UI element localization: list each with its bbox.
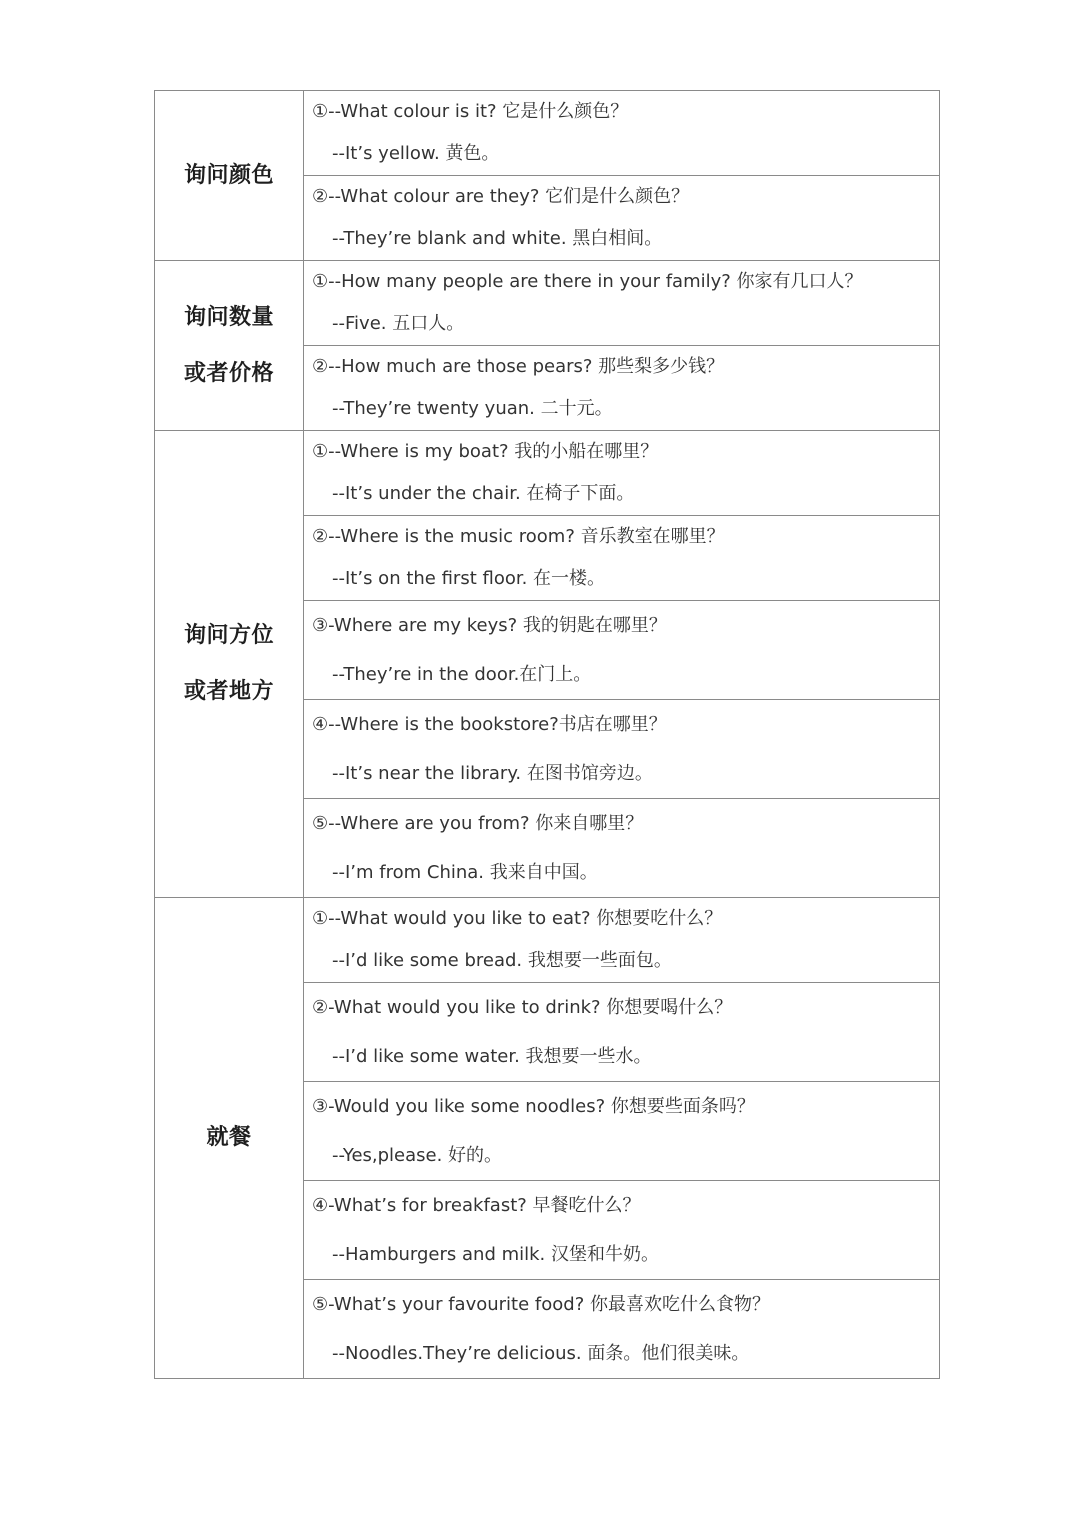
entry-cell	[304, 261, 940, 346]
entry-cell	[304, 431, 940, 516]
category-label: 或者地方	[183, 679, 274, 704]
category-label: 或者价格	[183, 360, 274, 386]
entry-cell	[304, 1280, 940, 1379]
question-text: ①--What colour is it? 它是什么颜色？	[312, 101, 629, 122]
category-label: 询问数量	[183, 304, 274, 330]
entry-cell	[304, 91, 940, 176]
entry-cell	[304, 601, 940, 700]
question-text: ⑤--Where are you from? 你来自哪里？	[312, 813, 644, 834]
phrase-table	[154, 90, 940, 1379]
entry-cell	[304, 983, 940, 1082]
category-label: 询问方位	[183, 623, 274, 648]
entry-cell	[304, 700, 940, 799]
entry-cell	[304, 898, 940, 983]
answer-text: --Hamburgers and milk. 汉堡和牛奶。	[332, 1244, 659, 1265]
category-cell-color	[155, 91, 304, 261]
answer-text: --It’s near the library. 在图书馆旁边。	[332, 763, 653, 784]
question-text: ④-What’s for breakfast? 早餐吃什么？	[312, 1195, 641, 1216]
table-row	[155, 431, 940, 516]
question-text: ④--Where is the bookstore?书店在哪里？	[312, 714, 667, 735]
question-text: ②-What would you like to drink? 你想要喝什么？	[312, 997, 733, 1018]
entry-cell	[304, 799, 940, 898]
answer-text: --I’d like some bread. 我想要一些面包。	[332, 950, 672, 971]
entry-cell	[304, 1082, 940, 1181]
question-text: ⑤-What’s your favourite food? 你最喜欢吃什么食物？	[312, 1294, 770, 1315]
answer-text: --It’s yellow. 黄色。	[332, 143, 500, 164]
category-cell-location	[155, 431, 304, 898]
question-text: ①--What would you like to eat? 你想要吃什么？	[312, 908, 723, 929]
category-cell-dining	[155, 898, 304, 1379]
answer-text: --Yes,please. 好的。	[332, 1145, 503, 1166]
entry-cell	[304, 1181, 940, 1280]
entry-cell	[304, 516, 940, 601]
answer-text: --It’s under the chair. 在椅子下面。	[332, 483, 635, 504]
category-cell-quantity	[155, 261, 304, 431]
table-row	[155, 91, 940, 176]
question-text: ①--Where is my boat? 我的小船在哪里？	[312, 441, 659, 462]
category-label: 询问颜色	[183, 162, 274, 188]
answer-text: --Five. 五口人。	[332, 313, 465, 334]
question-text: ②--How much are those pears? 那些梨多少钱？	[312, 356, 725, 377]
answer-text: --I’m from China. 我来自中国。	[332, 862, 598, 883]
question-text: ②--What colour are they? 它们是什么颜色？	[312, 186, 690, 207]
table-row	[155, 261, 940, 346]
category-label: 就餐	[206, 1125, 252, 1150]
answer-text: --They’re blank and white. 黑白相间。	[332, 228, 663, 249]
question-text: ①--How many people are there in your family? 你家有几口人？	[312, 271, 863, 292]
answer-text: --It’s on the first floor. 在一楼。	[332, 568, 606, 589]
table-row	[155, 898, 940, 983]
answer-text: --Noodles.They’re delicious. 面条。他们很美味。	[332, 1343, 750, 1364]
answer-text: --I’d like some water. 我想要一些水。	[332, 1046, 652, 1067]
answer-text: --They’re twenty yuan. 二十元。	[332, 398, 613, 419]
question-text: ③-Where are my keys? 我的钥匙在哪里？	[312, 615, 667, 636]
answer-text: --They’re in the door.在门上。	[332, 664, 592, 685]
question-text: ③-Would you like some noodles? 你想要些面条吗？	[312, 1096, 755, 1117]
question-text: ②--Where is the music room? 音乐教室在哪里？	[312, 526, 725, 547]
entry-cell	[304, 176, 940, 261]
entry-cell	[304, 346, 940, 431]
